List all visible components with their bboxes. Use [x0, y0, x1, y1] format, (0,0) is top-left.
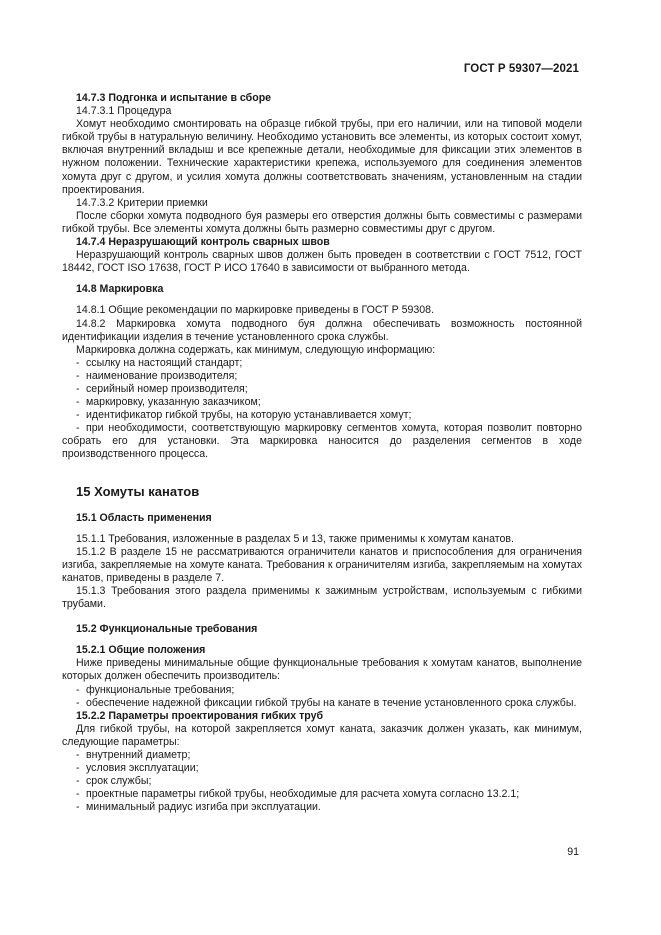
- list-item: - проектные параметры гибкой трубы, необходимые для расчета хомута согласно 13.2.1;: [76, 788, 520, 801]
- list-item: - наименование производителя;: [76, 369, 238, 382]
- heading-15-2-2: 15.2.2 Параметры проектирования гибких труб: [76, 709, 324, 722]
- paragraph-14-8-intro: Маркировка должна содержать, как минимум, следующую информацию:: [76, 343, 436, 356]
- heading-15-2: 15.2 Функциональные требования: [76, 623, 258, 636]
- heading-15-1: 15.1 Область применения: [76, 511, 212, 524]
- list-item: - серийный номер производителя;: [76, 382, 248, 395]
- paragraph-15-2-2: Для гибкой трубы, на которой закрепляется хомут каната, заказчик должен указать, как минимум, следующие параметры:: [62, 722, 582, 748]
- list-item: - при необходимости, соответствующую маркировку сегментов хомута, которая позволит повторно собрать его для установки. Эта маркировка наносится до разделения сегментов в ходе производственного процесса.: [62, 422, 582, 461]
- document-header-standard: ГОСТ Р 59307—2021: [463, 63, 579, 75]
- heading-15: 15 Хомуты канатов: [76, 483, 200, 499]
- subheading-14-7-3-1: 14.7.3.1 Процедура: [76, 105, 172, 118]
- section-15-title-wrap: [62, 484, 582, 500]
- paragraph-14-8-2: 14.8.2 Маркировка хомута подводного буя должна обеспечивать возможность постоянной идентификации изделия в течение установленного срока службы.: [62, 317, 582, 343]
- paragraph-14-7-3-2: После сборки хомута подводного буя размеры его отверстия должны быть совместимы с размерами гибкой трубы. Все элементы хомута должны быть размерно совместимы друг с другом.: [62, 209, 582, 235]
- list-item: - ссылку на настоящий стандарт;: [76, 356, 243, 369]
- heading-15-2-1: 15.2.1 Общие положения: [76, 644, 206, 657]
- marking-list: [62, 357, 582, 462]
- paragraph-15-1-3: 15.1.3 Требования этого раздела применимы к зажимным устройствам, используемым с гибкими трубами.: [62, 585, 582, 611]
- paragraph-14-7-4: Неразрушающий контроль сварных швов должен быть проведен в соответствии с ГОСТ 7512, ГОСТ 18442, ГОСТ ISO 17638, ГОСТ Р ИСО 17640 в зависимости от выбранного метода.: [62, 249, 582, 275]
- subheading-14-7-3-2: 14.7.3.2 Критерии приемки: [76, 196, 208, 209]
- page-body: [62, 92, 582, 815]
- list-item: - маркировку, указанную заказчиком;: [76, 396, 261, 409]
- list-item: - срок службы;: [76, 775, 152, 788]
- list-item: - условия эксплуатации;: [76, 762, 199, 775]
- paragraph-15-1-2: 15.1.2 В разделе 15 не рассматриваются ограничители канатов и приспособления для ограничения изгиба, закрепляемые на хомуте каната. Требования к ограничителям изгиба, закрепляемым на хомутах канатов, приведены в разделе 7.: [62, 545, 582, 584]
- paragraph-15-2-1: Ниже приведены минимальные общие функциональные требования к хомутам канатов, выполнение которых должен обеспечить производитель:: [62, 657, 582, 683]
- list-item: - идентификатор гибкой трубы, на которую устанавливается хомут;: [76, 409, 412, 422]
- paragraph-14-7-3-1: Хомут необходимо смонтировать на образце гибкой трубы, при его наличии, или на типовой модели гибкой трубы в натуральную величину. Необходимо установить все элементы, из которых состоит хомут, включая внутренний вкладыш и все крепежные детали, необходимые для фиксации этих элементов в нужном положении. Технические характеристики крепежа, используемого для соединения элементов хомута друг с другом, и усилия хомута должны соответствовать значениям, установленным на стадии проектирования.: [62, 118, 582, 196]
- heading-14-7-3: 14.7.3 Подгонка и испытание в сборе: [76, 92, 272, 104]
- functional-requirements-list: [62, 684, 582, 710]
- heading-14-8: 14.8 Маркировка: [76, 283, 164, 296]
- heading-14-7-4: 14.7.4 Неразрушающий контроль сварных швов: [76, 236, 330, 249]
- list-item: - внутренний диаметр;: [76, 749, 191, 762]
- page-number: 91: [567, 846, 579, 858]
- list-item: - минимальный радиус изгиба при эксплуатации.: [76, 801, 321, 814]
- paragraph-14-8-1: 14.8.1 Общие рекомендации по маркировке приведены в ГОСТ Р 59308.: [76, 304, 435, 317]
- list-item: - обеспечение надежной фиксации гибкой трубы на канате в течение установленного срока службы.: [76, 696, 577, 709]
- paragraph-15-1-1: 15.1.1 Требования, изложенные в разделах 5 и 13, также применимы к хомутам канатов.: [76, 532, 514, 545]
- list-item: - функциональные требования;: [76, 683, 235, 696]
- design-parameters-list: [62, 749, 582, 814]
